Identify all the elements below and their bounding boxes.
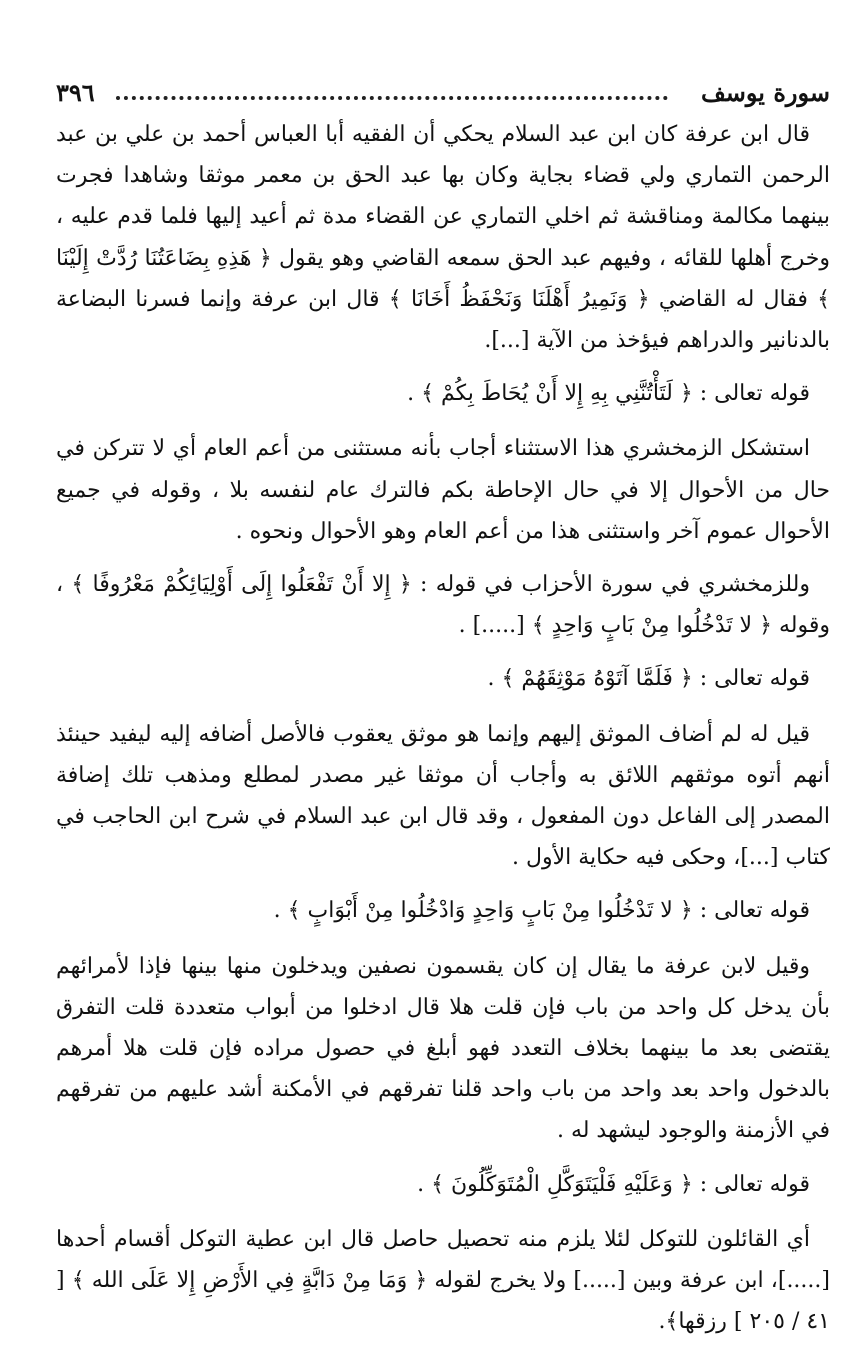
paragraph: استشكل الزمخشري هذا الاستثناء أجاب بأنه مستثنى من أعم العام أي لا تتركن في حال من الأحوال إلا في حال الإحاطة بكم فالترك عام لنفسه بلا ، وقوله في جميع الأحوال عموم آخر واستثنى هذا من أعم العام وهو الأحوال ونحوه .: [56, 436, 830, 544]
running-header: [56, 70, 830, 114]
verse-heading: قوله تعالى : ﴿ فَلَمَّا آتَوْهُ مَوْثِقَهُمْ ﴾ .: [487, 666, 810, 692]
verse-heading: قوله تعالى : ﴿ لا تَدْخُلُوا مِنْ بَابٍ وَاحِدٍ وَادْخُلُوا مِنْ أَبْوَابٍ ﴾ .: [273, 898, 810, 924]
verse-heading: قوله تعالى : ﴿ وَعَلَيْهِ فَلْيَتَوَكَّلِ الْمُتَوَكِّلُونَ ﴾ .: [417, 1171, 810, 1197]
surah-title: سورة يوسف: [700, 78, 830, 107]
paragraph: وقيل لابن عرفة ما يقال إن كان يقسمون نصفين ويدخلون منها بينها فإذا لأمرائهم بأن يدخل كل واحد من باب فإن قلت هلا قال ادخلوا من أبواب متعددة قلت التفرق يقتضى بعد ما بينهما بخلاف التعدد فهو أبلغ في حصول مراده فإن قلت هلا أمرهم بالدخول واحد بعد واحد من باب واحد قلنا تفرقهم في الأمكنة أشد عليهم من تفرقهم في الأزمنة والوجود ليشهد له .: [56, 953, 830, 1144]
paragraph: قيل له لم أضاف الموثق إليهم وإنما هو موثق يعقوب فالأصل أضافه إليه ليفيد حينئذ أنهم أتوه موثقهم اللائق به وأجاب أن موثقا غير مصدر لمطلع ومذهب تلك إضافة المصدر إلى الفاعل دون المفعول ، وقد قال ابن عبد السلام في شرح ابن الحاجب في كتاب [...]، وحكى فيه حكاية الأول .: [56, 721, 830, 871]
page-body: [56, 114, 830, 1342]
header-leader-dots: [116, 82, 668, 100]
paragraph: وللزمخشري في سورة الأحزاب في قوله : ﴿ إِلا أَنْ تَفْعَلُوا إِلَى أَوْلِيَائِكُمْ مَعْرُوفًا ﴾ ، وقوله ﴿ لا تَدْخُلُوا مِنْ بَابٍ وَاحِدٍ ﴾ [.....] .: [56, 572, 830, 639]
verse-heading: قوله تعالى : ﴿ لَتَأْتُنَّنِي بِهِ إِلا أَنْ يُحَاطَ بِكُمْ ﴾ .: [407, 381, 810, 407]
book-page: [56, 70, 830, 1354]
paragraph: أي القائلون للتوكل لئلا يلزم منه تحصيل حاصل قال ابن عطية التوكل أقسام أحدها [.....]، ابن عرفة وبين [.....] ولا يخرج لقوله ﴿ وَمَا مِنْ دَابَّةٍ فِي الأَرْضِ إِلا عَلَى الله ﴾ [ ٤١ / ٢٠٥ ] رزقها﴾.: [56, 1226, 830, 1335]
page-number: ٣٩٦: [56, 78, 95, 107]
paragraph: قال ابن عرفة كان ابن عبد السلام يحكي أن الفقيه أبا العباس أحمد بن علي بن عبد الرحمن التماري ولي قضاء بجاية وكان بها عبد الحق بن معمر موثقا وشاهدا فجرت بينهما مكالمة ومناقشة ثم اخلي التماري عن القضاء مدة ثم أعيد إليها فلما قدم عليه ، وخرج أهلها للقائه ، وفيهم عبد الحق سمعه القاضي وهو يقول ﴿ هَذِهِ بِضَاعَتُنَا رُدَّتْ إِلَيْنَا ﴾ فقال له القاضي ﴿ وَنَمِيرُ أَهْلَنَا وَنَحْفَظُ أَخَانَا ﴾ قال ابن عرفة وإنما فسرنا البضاعة بالدنانير والدراهم فيؤخذ من الآية [...].: [56, 122, 830, 354]
